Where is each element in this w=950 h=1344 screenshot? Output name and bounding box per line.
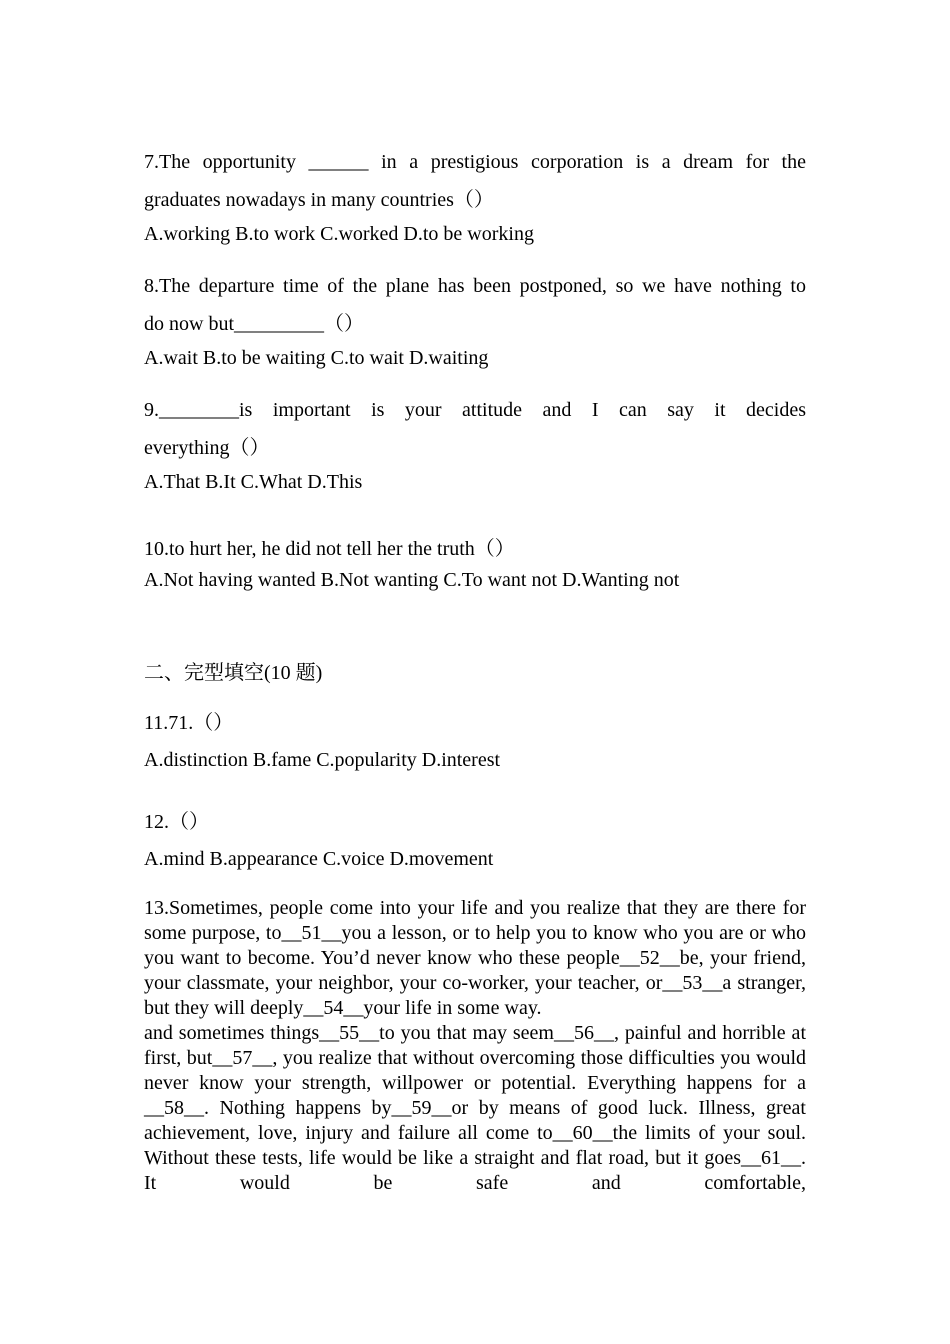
question-10-stem: 10.to hurt her, he did not tell her the truth（） xyxy=(144,538,515,560)
question-11 xyxy=(144,708,806,775)
question-9 xyxy=(144,391,806,497)
section-heading-text: 二、完型填空(10 题) xyxy=(144,662,323,684)
passage-paragraph-2: and sometimes things__55__to you that may seem__56__, painful and horrible at first, but__57__, you realize that without overcoming those difficulties you would never know your strength, willpower or potential. Everything happens for a __58__. Nothing happens by__59__or by means of good luck. Illness, great achievement, love, injury and failure all come to__60__the limits of your soul. Without these tests, life would be like a straight and flat road, but it goes__61__. It would be safe and comfortable, xyxy=(144,1022,806,1194)
question-10-options: A.Not having wanted B.Not wanting C.To want not D.Wanting not xyxy=(144,569,680,591)
passage-paragraph-1: 13.Sometimes, people come into your life and you realize that they are there for some purpose, to__51__you a lesson, or to help you to know who you are or who you want to become. You’d never know who these people__52__be, your friend, your classmate, your neighbor, your co-worker, your teacher, or__53__a stranger, but they will deeply__54__your life in some way. xyxy=(144,897,806,1019)
question-8 xyxy=(144,267,806,373)
question-13-passage xyxy=(144,896,806,1196)
question-9-options: A.That B.It C.What D.This xyxy=(144,471,363,493)
question-12-stem: 12.（） xyxy=(144,811,209,833)
question-7 xyxy=(144,143,806,249)
question-7-options: A.working B.to work C.worked D.to be working xyxy=(144,223,534,245)
question-12 xyxy=(144,807,806,874)
question-7-stem-line1: 7.The opportunity ______ in a prestigious corporation is a dream for the xyxy=(144,151,806,173)
question-8-stem-line2: do now but_________（） xyxy=(144,313,364,335)
question-9-stem-line2: everything（） xyxy=(144,437,270,459)
question-11-stem: 11.71.（） xyxy=(144,712,234,734)
question-12-options: A.mind B.appearance C.voice D.movement xyxy=(144,848,494,870)
question-11-options: A.distinction B.fame C.popularity D.interest xyxy=(144,749,501,771)
question-8-options: A.wait B.to be waiting C.to wait D.waiting xyxy=(144,347,489,369)
section-heading xyxy=(144,658,806,688)
question-9-stem-line1: 9.________is important is your attitude and I can say it decides xyxy=(144,399,806,421)
question-8-stem-line1: 8.The departure time of the plane has been postponed, so we have nothing to xyxy=(144,275,806,297)
question-10 xyxy=(144,530,806,595)
question-7-stem-line2: graduates nowadays in many countries（） xyxy=(144,189,494,211)
